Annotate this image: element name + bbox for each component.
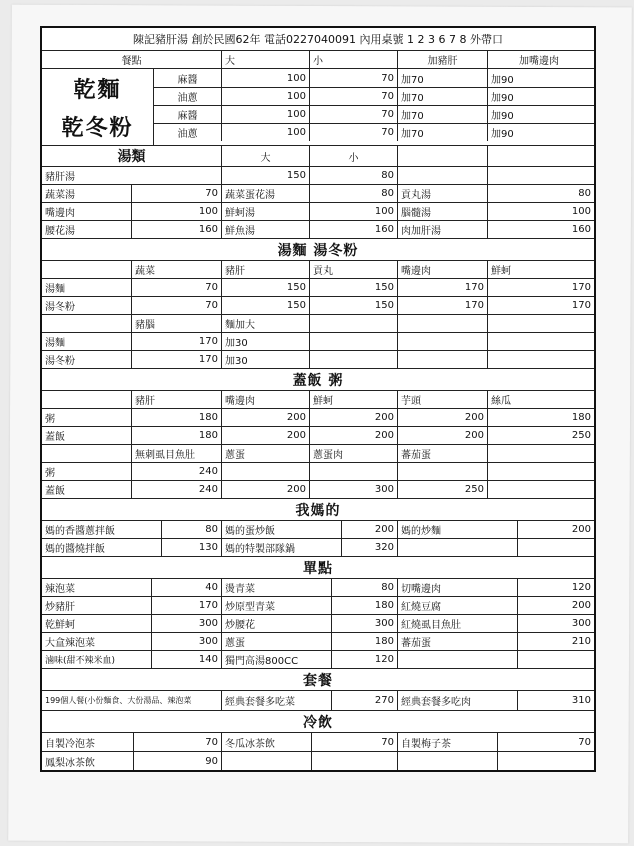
col-header: 豬肝 [222,261,310,278]
item-name: 燙青菜 [222,579,332,596]
col-header-small: 小 [310,51,398,68]
price-cell: 200 [222,481,310,498]
gan-row [154,105,594,123]
dry-vermicelli-label: 乾冬粉 [61,115,134,141]
col-header: 豬腦 [132,315,222,332]
section-title-set: 套餐 [303,672,333,689]
gan-price-large: 100 [222,88,310,105]
rice-row [42,408,594,426]
item-price: 80 [578,188,591,199]
item-name: 自製梅子茶 [398,733,498,751]
item-price: 40 [152,579,222,596]
item-name: 切嘴邊肉 [398,579,518,596]
price-cell: 70 [132,279,222,296]
noodle-soup-row [42,350,594,368]
price-cell: 170 [132,333,222,350]
gan-price-small: 70 [310,106,398,123]
col-header: 絲瓜 [491,396,511,407]
noodle-soup-row [42,332,594,350]
section-title-single: 單點 [303,560,333,577]
price-cell: 200 [222,427,310,444]
price-cell: 180 [132,427,222,444]
noodle-soup-row [42,296,594,314]
gan-price-small: 70 [310,69,398,87]
item-name: 鳳梨冰茶飲 [42,752,134,770]
soup-header-large: 大 [222,146,310,166]
set-personal-meal: 199個人餐(小份麵食、大份湯品、辣泡菜 [42,691,222,710]
section-title-soup: 湯類 [42,146,222,166]
price-cell: 加30 [222,351,310,368]
soup-title-row [42,145,594,166]
item-price: 70 [132,185,222,202]
single-row [42,596,594,614]
price-cell: 150 [222,297,310,314]
row-label: 湯麵 [42,333,132,350]
gan-price-large: 100 [222,106,310,123]
item-name: 炒腰花 [222,615,332,632]
item-price: 80 [162,521,222,538]
item-name: 肉加肝湯 [398,221,488,238]
row-label: 蓋飯 [42,481,132,498]
noodle-soup-header [42,314,594,332]
col-header: 麵加大 [222,315,310,332]
single-row [42,632,594,650]
mama-row [42,538,594,556]
soup-item-name: 豬肝湯 [42,167,222,184]
item-price: 70 [312,733,398,751]
item-name: 腰花湯 [42,221,132,238]
mama-row [42,520,594,538]
item-name: 炒原型青菜 [222,597,332,614]
price-cell: 170 [398,279,488,296]
rice-header [42,444,594,462]
set-row [42,690,594,710]
item-name: 媽的蛋炒飯 [222,521,342,538]
item-price: 200 [571,600,591,611]
item-price: 300 [332,615,398,632]
gan-row [154,69,594,87]
dry-noodle-label: 乾麵 [73,77,122,103]
drink-row [42,751,594,770]
gan-price-large: 100 [222,69,310,87]
item-name: 嘴邊肉 [42,203,132,220]
price-cell: 250 [398,481,488,498]
price-cell: 200 [222,409,310,426]
price-cell: 200 [398,409,488,426]
gan-add-cheek: 加90 [491,93,514,104]
price-cell: 70 [132,297,222,314]
col-header: 蕃茄蛋 [398,445,488,462]
gan-flavor: 麻醬 [154,69,222,87]
price-cell: 150 [222,279,310,296]
item-price: 300 [152,615,222,632]
item-name: 蕃茄蛋 [398,633,518,650]
soup-row [42,184,594,202]
item-name: 蔬菜湯 [42,185,132,202]
section-title-drinks: 冷飲 [303,714,333,731]
noodle-soup-row [42,278,594,296]
gan-add-liver: 加70 [398,88,488,105]
item-price: 100 [132,203,222,220]
gan-add-liver: 加70 [398,106,488,123]
item-price: 300 [571,618,591,629]
gan-price-large: 100 [222,124,310,141]
item-name: 媽的醬燒拌飯 [42,539,162,556]
item-price: 70 [134,733,222,751]
col-header: 豬肝 [132,391,222,408]
row-label: 湯麵 [42,279,132,296]
item-price: 80 [332,579,398,596]
item-price: 180 [332,633,398,650]
gan-flavor: 油蔥 [154,124,222,141]
col-header: 蔥蛋肉 [310,445,398,462]
single-row [42,614,594,632]
item-name: 獨門高湯800CC [222,651,332,668]
col-header-add-cheek: 加嘴邊肉 [519,56,559,67]
row-label: 粥 [42,409,132,426]
price-cell: 200 [310,427,398,444]
gan-header-row [42,50,594,68]
rice-header [42,390,594,408]
soup-row [42,220,594,238]
item-name: 炒豬肝 [42,597,152,614]
item-name: 經典套餐多吃肉 [398,691,518,710]
price-cell: 200 [398,427,488,444]
item-price: 140 [152,651,222,668]
col-header: 鮮蚵 [310,391,398,408]
menu-table [40,26,596,772]
rice-row [42,462,594,480]
item-name: 辣泡菜 [42,579,152,596]
item-name: 紅燒豆腐 [398,597,518,614]
col-header: 鮮蚵 [491,266,511,277]
col-header: 芋頭 [398,391,488,408]
gan-flavor: 油蔥 [154,88,222,105]
price-cell: 250 [571,430,591,441]
gan-add-cheek: 加90 [491,111,514,122]
price-cell: 240 [132,481,222,498]
noodle-soup-header [42,260,594,278]
item-name: 大盒辣泡菜 [42,633,152,650]
item-price: 80 [310,185,398,202]
item-name: 紅燒虱目魚肚 [398,615,518,632]
col-header: 嘴邊肉 [398,261,488,278]
rice-row [42,426,594,444]
soup-header-small: 小 [310,146,398,166]
gan-flavor: 麻醬 [154,106,222,123]
item-name: 媽的香醬蔥拌飯 [42,521,162,538]
gan-price-small: 70 [310,88,398,105]
item-price: 180 [332,597,398,614]
item-name: 媽的炒麵 [398,521,518,538]
item-price: 160 [571,224,591,235]
item-price: 90 [134,752,222,770]
price-cell: 180 [132,409,222,426]
item-name: 冬瓜冰茶飲 [222,733,312,751]
item-price: 100 [310,203,398,220]
item-price: 130 [162,539,222,556]
item-price: 160 [132,221,222,238]
gan-add-cheek: 加90 [491,129,514,140]
price-cell: 170 [571,300,591,311]
item-price: 270 [332,691,398,710]
row-label: 粥 [42,463,132,480]
item-price: 120 [332,651,398,668]
gan-block [42,68,594,145]
price-cell: 200 [310,409,398,426]
item-name: 經典套餐多吃菜 [222,691,332,710]
rice-row [42,480,594,498]
item-name: 腦髓湯 [398,203,488,220]
col-header-add-liver: 加豬肝 [398,51,488,68]
price-cell: 加30 [222,333,310,350]
item-price: 200 [342,521,398,538]
col-header: 嘴邊肉 [222,391,310,408]
item-name: 自製冷泡茶 [42,733,134,751]
price-cell: 150 [310,279,398,296]
item-name: 鮮魚湯 [222,221,310,238]
section-title-rice: 蓋飯 粥 [292,372,344,389]
item-price: 320 [342,539,398,556]
price-cell: 170 [132,351,222,368]
section-title-mama: 我媽的 [295,502,341,519]
col-header: 蔥蛋 [222,445,310,462]
item-price: 160 [310,221,398,238]
soup-price-large: 150 [222,167,310,184]
col-header-item: 餐點 [42,51,222,68]
col-header-large: 大 [222,51,310,68]
gan-add-cheek: 加90 [491,74,514,86]
gan-add-liver: 加70 [398,69,488,87]
price-cell: 150 [310,297,398,314]
soup-price-small: 80 [310,167,398,184]
row-label: 蓋飯 [42,427,132,444]
single-row [42,650,594,668]
gan-add-liver: 加70 [398,124,488,141]
item-price: 300 [152,633,222,650]
soup-liver-row [42,166,594,184]
drink-row [42,732,594,751]
col-header: 無刺虱目魚肚 [132,445,222,462]
price-cell: 170 [571,282,591,293]
item-price: 100 [571,206,591,217]
section-title-noodle-soup: 湯麵 湯冬粉 [277,242,359,259]
row-label: 湯冬粉 [42,297,132,314]
item-name: 乾鮮蚵 [42,615,152,632]
col-header: 貢丸 [310,261,398,278]
item-name: 蔥蛋 [222,633,332,650]
item-name: 鮮蚵湯 [222,203,310,220]
price-cell: 170 [398,297,488,314]
col-header: 蔬菜 [132,261,222,278]
single-row [42,578,594,596]
item-price: 70 [578,736,591,748]
menu-header: 陳記豬肝湯 創於民國62年 電話0227040091 內用桌號 1 2 3 6 7 8 外帶口 [133,33,503,46]
item-price: 200 [571,524,591,535]
item-price: 120 [571,582,591,593]
soup-row [42,202,594,220]
price-cell: 240 [132,463,222,480]
row-label: 湯冬粉 [42,351,132,368]
item-price: 210 [571,636,591,647]
item-name: 貢丸湯 [398,185,488,202]
item-name: 滷味(甜不辣米血) [42,651,152,668]
item-name: 媽的特製部隊鍋 [222,539,342,556]
price-cell: 300 [310,481,398,498]
gan-row [154,123,594,141]
gan-row [154,87,594,105]
item-price: 170 [152,597,222,614]
price-cell: 180 [571,412,591,423]
gan-price-small: 70 [310,124,398,141]
item-name: 蔬菜蛋花湯 [222,185,310,202]
item-price: 310 [571,695,591,706]
